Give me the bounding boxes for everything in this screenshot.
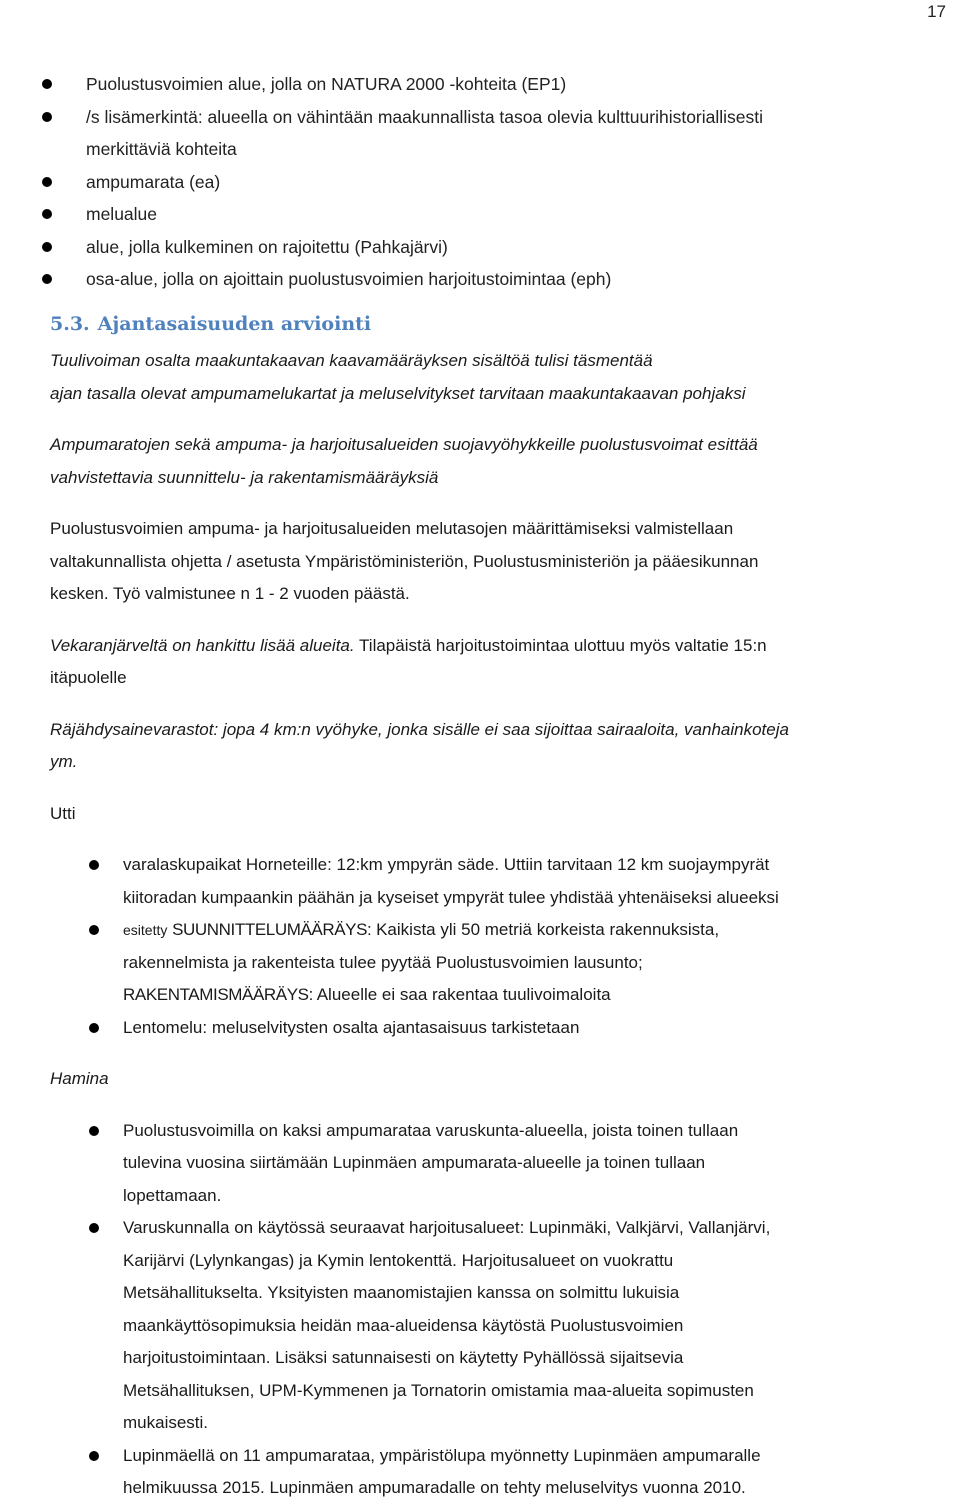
text-line: ym. (50, 752, 78, 771)
bullet-icon (42, 242, 52, 252)
list-item (0, 198, 960, 231)
hamina-list (50, 1115, 950, 1505)
section-number: 5.3. (50, 313, 90, 335)
text-line (123, 914, 950, 947)
list-item (123, 1115, 950, 1213)
page-number: 17 (927, 2, 946, 21)
list-item (123, 914, 950, 1012)
bullet-icon (89, 925, 99, 935)
text-line: maankäyttösopimuksia heidän maa-alueidensa käytöstä Puolustusvoimien (123, 1315, 684, 1335)
bullet-icon (89, 1126, 99, 1136)
text-span: RAKENTAMISMÄÄRÄYS: (123, 985, 313, 1004)
text-line: vahvistettavia suunnittelu- ja rakentamismääräyksiä (50, 467, 439, 487)
bullet-icon (89, 860, 99, 870)
list-item-text: /s lisämerkintä: alueella on vähintään maakunnallista tasoa olevia kulttuurihistoriallisesti (86, 106, 764, 127)
list-item (0, 166, 960, 199)
list-item-continuation (0, 133, 960, 166)
text-span: Alueelle ei saa rakentaa tuulivoimaloita (316, 985, 611, 1004)
list-item (123, 1212, 950, 1440)
text-line: mukaisesti. (123, 1413, 209, 1432)
paragraph-protection-zones (50, 429, 950, 494)
bullet-icon (89, 1223, 99, 1233)
hamina-title: Hamina (50, 1069, 109, 1088)
text-line: Karijärvi (Lylynkangas) ja Kymin lentokenttä. Harjoitusalueet on vuokrattu (123, 1250, 674, 1270)
text-line: ajan tasalla olevat ampumamelukartat ja meluselvitykset tarvitaan maakuntakaavan pohjaksi (50, 383, 746, 403)
text-line: Varuskunnalla on käytössä seuraavat harjoitusalueet: Lupinmäki, Valkjärvi, Vallanjärvi, (123, 1218, 771, 1237)
list-item (123, 849, 950, 914)
bullet-icon (42, 79, 52, 89)
list-item-text: alue, jolla kulkeminen on rajoitettu (Pahkajärvi) (86, 236, 448, 257)
list-item-text: Puolustusvoimien alue, jolla on NATURA 2000 -kohteita (EP1) (86, 74, 567, 94)
text-line: Puolustusvoimien ampuma- ja harjoitusalueiden melutasojen määrittämiseksi valmistellaan (50, 519, 734, 538)
bullet-icon (42, 112, 52, 122)
paragraph-vekaranjarvi (50, 630, 950, 695)
text-line (123, 979, 950, 1012)
list-item-text: merkittäviä kohteita (86, 139, 237, 159)
list-item (0, 101, 960, 134)
list-item (0, 231, 960, 264)
text-line: itäpuolelle (50, 668, 127, 687)
list-item (123, 1440, 950, 1505)
bullet-icon (89, 1451, 99, 1461)
list-item-text: osa-alue, jolla on ajoittain puolustusvoimien harjoitustoimintaa (eph) (86, 269, 612, 289)
text-line: Lupinmäellä on 11 ampumarataa, ympäristölupa myönnetty Lupinmäen ampumaralle (123, 1445, 761, 1465)
text-line (50, 630, 950, 663)
list-item (123, 1012, 950, 1045)
text-line: Puolustusvoimilla on kaksi ampumarataa varuskunta-alueella, joista toinen tullaan (123, 1120, 739, 1140)
section-heading (50, 313, 371, 335)
paragraph-noise-levels (50, 513, 950, 611)
list-item-text: ampumarata (ea) (86, 171, 221, 192)
text-line: tulevina vuosina siirtämään Lupinmäen ampumarata-alueelle ja toinen tullaan (123, 1153, 706, 1172)
bullet-icon (42, 209, 52, 219)
zoning-legend-list (0, 68, 960, 296)
paragraph-wind-power (50, 345, 950, 410)
text-line: Metsähallituksen, UPM-Kymmenen ja Tornatorin omistamia maa-alueita sopimusten (123, 1380, 754, 1400)
text-line: valtakunnallista ohjetta / asetusta Ympäristöministeriön, Puolustusministeriön ja pääesikunnan (50, 551, 759, 571)
text-line: rakennelmista ja rakenteista tulee pyytää Puolustusvoimien lausunto; (123, 952, 643, 972)
list-item (0, 68, 960, 101)
text-line: Lentomelu: meluselvitysten osalta ajantasaisuus tarkistetaan (123, 1017, 580, 1037)
list-item-text: melualue (86, 204, 158, 224)
section-title: Ajantasaisuuden arviointi (97, 313, 372, 335)
text-line: Räjähdysainevarastot: jopa 4 km:n vyöhyke, jonka sisälle ei saa sijoittaa sairaaloita, vanhainkoteja (50, 719, 789, 739)
bullet-icon (89, 1023, 99, 1033)
utti-list (50, 849, 950, 1044)
text-line: varalaskupaikat Horneteille: 12:km ympyrän säde. Uttiin tarvitaan 12 km suojaympyrät (123, 855, 770, 874)
text-line: kesken. Työ valmistunee n 1 - 2 vuoden päästä. (50, 584, 410, 603)
text-line: kiitoradan kumpaankin päähän ja kyseiset ympyrät tulee yhdistää yhtenäiseksi alueeksi (123, 887, 779, 907)
paragraph-explosives (50, 714, 950, 779)
text-line: Metsähallitukselta. Yksityisten maanomistajien kanssa on solmittu lukuisia (123, 1283, 680, 1302)
bullet-icon (42, 177, 52, 187)
text-span: SUUNNITTELUMÄÄRÄYS: (172, 920, 372, 939)
utti-title: Utti (50, 803, 76, 823)
list-item (0, 263, 960, 296)
text-line: helmikuussa 2015. Lupinmäen ampumaradalle on tehty meluselvitys vuonna 2010. (123, 1478, 746, 1497)
bullet-icon (42, 274, 52, 284)
text-span: Kaikista yli 50 metriä korkeista rakennuksista, (376, 920, 720, 939)
text-line: lopettamaan. (123, 1185, 222, 1205)
text-span: Vekaranjärveltä on hankittu lisää alueita. (50, 635, 355, 655)
text-line: Ampumaratojen sekä ampuma- ja harjoitusalueiden suojavyöhykkeille puolustusvoimat esittää (50, 435, 758, 454)
text-span: esitetty (123, 922, 168, 938)
text-line: Tuulivoiman osalta maakuntakaavan kaavamääräyksen sisältöä tulisi täsmentää (50, 351, 653, 370)
section-body (50, 345, 950, 1505)
text-line: harjoitustoimintaan. Lisäksi satunnaisesti on käytetty Pyhällössä sijaitsevia (123, 1348, 684, 1367)
text-span: Tilapäistä harjoitustoimintaa ulottuu myös valtatie 15:n (359, 635, 767, 655)
